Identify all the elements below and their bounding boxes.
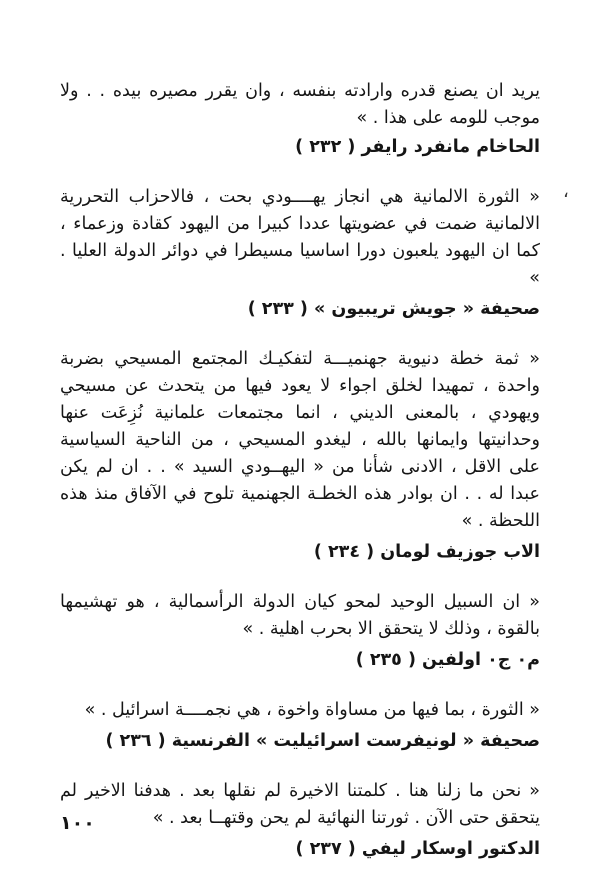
quote-source: الدكتور اوسكار ليفي ( ٢٣٧ )	[295, 839, 540, 859]
margin-mark: ،	[563, 181, 569, 202]
quote-source: صحيفة « لونيفرست اسرائيليت » الفرنسية ( ٢٣٦ )	[105, 731, 540, 751]
page-number: ١٠٠	[60, 812, 95, 834]
quote-source: الحاخام مانفرد رايفر ( ٢٣٢ )	[295, 137, 540, 157]
quote-paragraph: « ان السبيل الوحيد لمحو كيان الدولة الرأسمالية ، هو تهشيمها بالقوة ، وذلك لا يتحقق الا بحرب اهلية . »	[60, 592, 540, 639]
quote-paragraph: « ثمة خطة دنيوية جهنميـــة لتفكيـك المجتمع المسيحي بضربة واحدة ، تمهيدا لخلق اجواء لا يعود فيها من يتحدث عن مسيحي ويهودي ، بالمعنى الديني ، انما مجتمعات علمانية نُزِعَت عنها وحدانيتها وايمانها بالله ، ليغدو المسيحي ، من الناحية السياسية على الاقل ، الادنى شأنا من « اليهــودي السيد » . . ان لم يكن عبدا له . . ان بوادر هذه الخطـة الجهنمية تلوح في الآفاق منذ هذه اللحظة . »	[60, 349, 540, 531]
quote-source: م٠ ج٠ اولفين ( ٢٣٥ )	[355, 650, 540, 670]
quote-paragraph: « الثورة الالمانية هي انجاز يهــــودي بحت ، فالاحزاب التحررية الالمانية ضمت في عضويتها عددا كبيرا من اليهود كقادة وزعماء ، كما ان اليهود يلعبون دورا اساسيا مسيطرا في دوائر الدولة العليا . »	[60, 187, 540, 288]
quote-paragraph: يريد ان يصنع قدره وارادته بنفسه ، وان يقرر مصيره بيده . . ولا موجب للومه على هذا . »	[60, 81, 540, 128]
quote-paragraph: « الثورة ، بما فيها من مساواة واخوة ، هي نجمــــة اسرائيل . »	[84, 700, 540, 720]
quote-source: صحيفة « جويش تريبيون » ( ٢٣٣ )	[247, 299, 540, 319]
quote-paragraph: « نحن ما زلنا هنا . كلمتنا الاخيرة لم نقلها بعد . هدفنا الاخير لم يتحقق حتى الآن . ثورتنا النهائية لم يحن وقتهــا بعد . »	[60, 781, 540, 828]
page-content	[60, 78, 540, 886]
quote-source: الاب جوزيف لومان ( ٢٣٤ )	[313, 542, 540, 562]
